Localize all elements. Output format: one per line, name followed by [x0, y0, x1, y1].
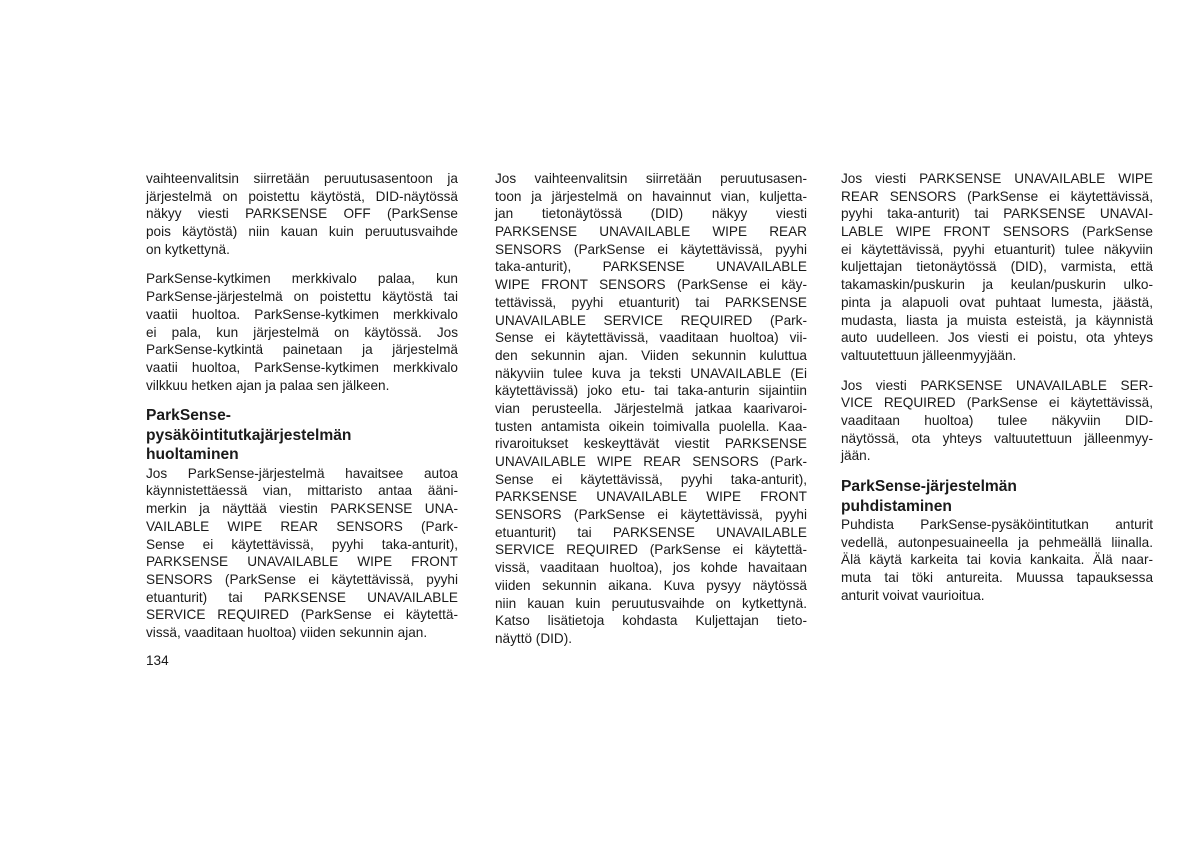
- text-column-right: [841, 170, 1153, 616]
- text-line: vissä, vaaditaan huoltoa) viiden sekunnin ajan.: [146, 624, 428, 640]
- text-line: WIPE FRONT SENSORS (ParkSense ei käy-: [495, 277, 807, 293]
- text-line: rivaroitukset keskeyttävät viestit PARKSENSE: [495, 436, 807, 452]
- text-line: UNAVAILABLE WIPE REAR SENSORS (Park-: [495, 454, 807, 469]
- section-heading: [146, 406, 458, 465]
- text-line: Katso lisätietoja kohdasta Kuljettajan tieto-: [495, 613, 807, 629]
- text-line: on kytkettynä.: [146, 241, 230, 257]
- heading-line: puhdistaminen: [841, 497, 952, 515]
- text-line: SENSORS (ParkSense ei käytettävissä, pyyhi: [495, 507, 807, 523]
- text-line: PARKSENSE UNAVAILABLE WIPE REAR: [495, 224, 807, 240]
- text-line: VICE REQUIRED (ParkSense ei käytettävissä,: [841, 395, 1153, 411]
- text-line: REAR SENSORS (ParkSense ei käytettävissä,: [841, 188, 1153, 204]
- paragraph: [495, 170, 807, 648]
- text-line: pois käytöstä) niin kauan kuin peruutusvaihde: [146, 224, 458, 240]
- text-line: Puhdista ParkSense-pysäköintitutkan anturit: [841, 517, 1153, 532]
- text-line: vaaditaan huoltoa) tulee näkyviin DID-: [841, 412, 1153, 428]
- text-line: vaatii huoltoa, ParkSense-kytkimen merkkivalo: [146, 359, 458, 375]
- text-line: SERVICE REQUIRED (ParkSense ei käytettä-: [495, 542, 807, 558]
- text-line: kuljettajan tietonäytössä (DID), varmista, että: [841, 259, 1153, 275]
- text-line: näytössä, ota yhteys valtuutettuun jälleenmyy-: [841, 430, 1153, 446]
- text-line: SENSORS (ParkSense ei käytettävissä, pyyhi: [146, 571, 458, 587]
- text-line: jan tietonäytössä (DID) näkyy viesti: [495, 206, 807, 222]
- text-line: ParkSense-kytkintä painetaan ja järjestelmä: [146, 342, 458, 358]
- text-line: pyyhi taka-anturit) tai PARKSENSE UNAVAI-: [841, 206, 1153, 222]
- heading-line: huoltaminen: [146, 446, 239, 464]
- text-line: vaatii huoltoa. ParkSense-kytkimen merkkivalo: [146, 306, 458, 322]
- text-line: Jos viesti PARKSENSE UNAVAILABLE SER-: [841, 377, 1153, 393]
- text-line: UNAVAILABLE SERVICE REQUIRED (Park-: [495, 312, 807, 328]
- text-line: vian perusteella. Järjestelmä jatkaa kaarivaroi-: [495, 400, 807, 416]
- text-line: vedellä, autonpesuaineella ja pehmeällä liinalla.: [841, 534, 1153, 550]
- text-line: etuanturit) tai PARKSENSE UNAVAILABLE: [495, 524, 807, 540]
- paragraph: [146, 270, 458, 394]
- text-line: merkin ja näyttää viestin PARKSENSE UNA-: [146, 501, 458, 517]
- text-line: muta tai töki antureita. Muussa tapauksessa: [841, 570, 1153, 586]
- text-column-middle: [495, 170, 807, 660]
- text-line: vilkkuu hetken ajan ja palaa sen jälkeen.: [146, 377, 390, 393]
- text-line: ei pala, kun järjestelmä on käytössä. Jos: [146, 324, 458, 340]
- text-line: tusten antamista oikein toimivalla puolella. Kaa-: [495, 418, 807, 434]
- text-line: mudasta, liasta ja muista esteistä, ja käynnistä: [841, 312, 1153, 328]
- text-line: ei käytettävissä, pyyhi etuanturit) tulee näkyviin: [841, 241, 1153, 257]
- text-line: Sense ei käytettävissä, vaaditaan huoltoa) vii-: [495, 330, 807, 346]
- text-line: näkyviin tulee kuva ja teksti UNAVAILABLE (Ei: [495, 365, 807, 381]
- text-line: järjestelmä on poistettu käytöstä, DID-näytössä: [146, 188, 458, 204]
- text-line: taka-anturit), PARKSENSE UNAVAILABLE: [495, 259, 807, 275]
- text-line: PARKSENSE UNAVAILABLE WIPE FRONT: [146, 554, 458, 570]
- text-line: Sense ei käytettävissä, pyyhi taka-anturit),: [495, 471, 807, 487]
- text-line: valtuutettuun jälleenmyyjään.: [841, 347, 1017, 363]
- text-line: ParkSense-järjestelmä on poistettu käytöstä tai: [146, 289, 458, 305]
- text-line: ParkSense-kytkimen merkkivalo palaa, kun: [146, 271, 458, 287]
- heading-line: pysäköintitutkajärjestelmän: [146, 426, 352, 444]
- text-line: PARKSENSE UNAVAILABLE WIPE FRONT: [495, 489, 807, 505]
- text-column-left: [146, 170, 458, 654]
- paragraph: [146, 465, 458, 642]
- text-line: näyttö (DID).: [495, 630, 573, 646]
- paragraph: [146, 170, 458, 258]
- text-line: den sekunnin ajan. Viiden sekunnin kuluttua: [495, 347, 807, 363]
- text-line: Jos ParkSense-järjestelmä havaitsee autoa: [146, 465, 458, 481]
- text-line: Jos vaihteenvalitsin siirretään peruutusasen-: [495, 171, 807, 186]
- text-line: viiden sekunnin aikana. Kuva pysyy näytössä: [495, 577, 807, 593]
- text-line: vaihteenvalitsin siirretään peruutusasentoon ja: [146, 171, 458, 186]
- page-number: 134: [146, 653, 169, 668]
- text-line: niin kauan kuin peruutusvaihde on kytkettynä.: [495, 595, 807, 611]
- text-line: anturit voivat vaurioitua.: [841, 587, 985, 603]
- paragraph: [841, 170, 1153, 365]
- text-line: näkyy viesti PARKSENSE OFF (ParkSense: [146, 206, 458, 222]
- text-line: Sense ei käytettävissä, pyyhi taka-anturit),: [146, 536, 458, 552]
- text-line: pinta ja alapuoli ovat puhtaat lumesta, jäästä,: [841, 294, 1153, 310]
- text-line: VAILABLE WIPE REAR SENSORS (Park-: [146, 518, 458, 534]
- text-line: tettävissä, pyyhi etuanturit) tai PARKSENSE: [495, 294, 807, 310]
- text-line: auto uudelleen. Jos viesti ei poistu, ota yhteys: [841, 330, 1153, 346]
- text-line: vissä, vaaditaan huoltoa), jos kohde havaitaan: [495, 560, 807, 576]
- text-line: SERVICE REQUIRED (ParkSense ei käytettä-: [146, 607, 458, 623]
- section-heading: [841, 477, 1153, 516]
- text-line: Älä käytä karkeita tai kovia kankaita. Älä naar-: [841, 552, 1153, 568]
- text-line: käytettävissä) joko etu- tai taka-anturin sijaintiin: [495, 383, 807, 399]
- paragraph: [841, 377, 1153, 465]
- text-line: käynnistettäessä vian, mittaristo antaa ääni-: [146, 483, 458, 499]
- heading-line: ParkSense-järjestelmän: [841, 478, 1017, 495]
- text-line: takamaskin/puskurin ja keulan/puskurin ulko-: [841, 277, 1153, 293]
- text-line: toon ja järjestelmä on havainnut vian, kuljetta-: [495, 188, 807, 204]
- text-line: LABLE WIPE FRONT SENSORS (ParkSense: [841, 224, 1153, 240]
- text-line: etuanturit) tai PARKSENSE UNAVAILABLE: [146, 589, 458, 605]
- text-line: jään.: [841, 448, 871, 464]
- text-line: Jos viesti PARKSENSE UNAVAILABLE WIPE: [841, 171, 1153, 186]
- text-line: SENSORS (ParkSense ei käytettävissä, pyyhi: [495, 241, 807, 257]
- heading-line: ParkSense-: [146, 407, 231, 425]
- paragraph: [841, 516, 1153, 604]
